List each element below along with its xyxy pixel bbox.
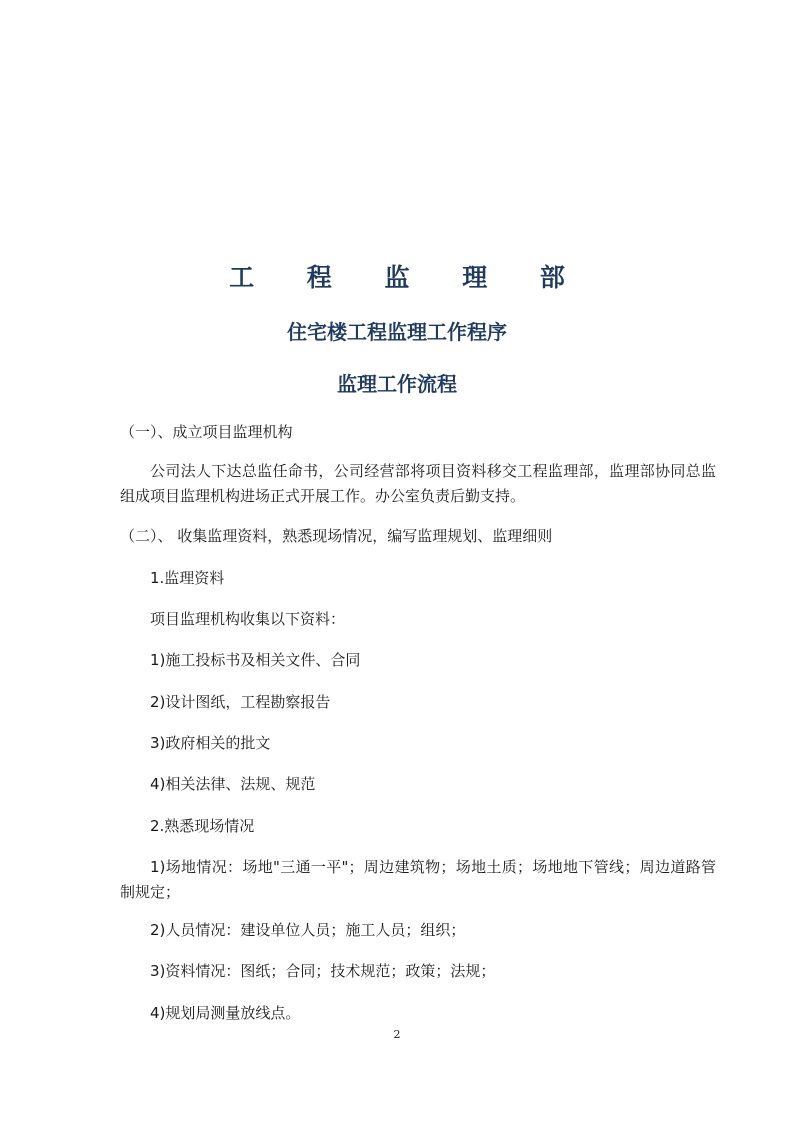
list-item: 1)施工投标书及相关文件、合同	[150, 651, 361, 669]
document-title: 工 程 监 理 部	[229, 263, 587, 292]
subheading-2: 2.熟悉现场情况	[150, 817, 255, 835]
subheading-1: 1.监理资料	[150, 569, 225, 587]
intro-text: 项目监理机构收集以下资料：	[150, 610, 346, 628]
list-item: 3)政府相关的批文	[150, 734, 271, 752]
list-item: 4)规划局测量放线点。	[150, 1004, 301, 1022]
page-number: 2	[393, 1028, 401, 1041]
heading-2: （二）、 收集监理资料，熟悉现场情况，编写监理规划、监理细则	[120, 527, 553, 545]
document-subtitle: 住宅楼工程监理工作程序	[287, 320, 507, 344]
list-item: 4)相关法律、法规、规范	[150, 775, 316, 793]
list-item: 1)场地情况：场地"三通一平"；周边建筑物；场地土质；场地地下管线；周边道路管制规定；	[120, 858, 716, 901]
list-item: 3)资料情况：图纸；合同；技术规范；政策；法规；	[150, 962, 496, 980]
list-item: 2)人员情况：建设单位人员；施工人员；组织；	[150, 921, 466, 939]
paragraph-1: 公司法人下达总监任命书，公司经营部将项目资料移交工程监理部，监理部协同总监组成项目监理机构进场正式开展工作。办公室负责后勤支持。	[120, 462, 716, 505]
list-item: 2)设计图纸，工程勘察报告	[150, 693, 331, 711]
section-title: 监理工作流程	[337, 372, 457, 396]
heading-1: （一）、成立项目监理机构	[120, 423, 293, 441]
